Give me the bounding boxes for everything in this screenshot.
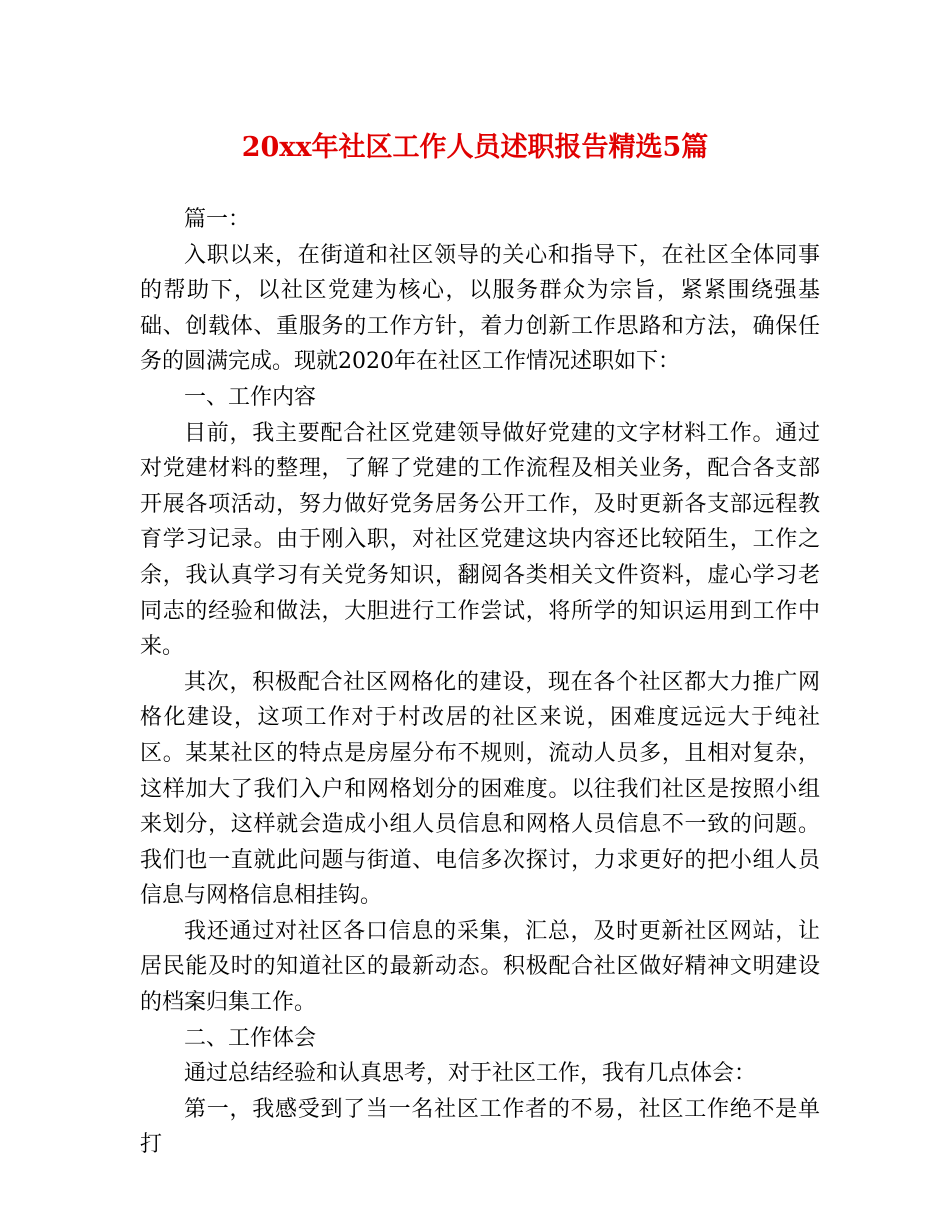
paragraph: 其次，积极配合社区网格化的建设，现在各个社区都大力推广网格化建设，这项工作对于村改居的社区来说，困难度远远大于纯社区。某某社区的特点是房屋分布不规则，流动人员多，且相对复杂，这样加大了我们入户和网格划分的困难度。以往我们社区是按照小组来划分，这样就会造成小组人员信息和网格人员信息不一致的问题。我们也一直就此问题与街道、电信多次探讨，力求更好的把小组人员信息与网格信息相挂钩。 [140, 669, 820, 909]
document-title: 20xx年社区工作人员述职报告精选5篇 [241, 132, 709, 163]
paragraph: 第一，我感受到了当一名社区工作者的不易，社区工作绝不是单打 [140, 1096, 820, 1158]
paragraph: 通过总结经验和认真思考，对于社区工作，我有几点体会： [184, 1061, 757, 1087]
paragraph: 入职以来，在街道和社区领导的关心和指导下，在社区全体同事的帮助下，以社区党建为核心，以服务群众为宗旨，紧紧围绕强基础、创载体、重服务的工作方针，着力创新工作思路和方法，确保任务的圆满完成。现就2020年在社区工作情况述职如下： [140, 242, 820, 375]
section-heading: 二、工作体会 [184, 1025, 317, 1051]
section-label: 篇一： [184, 207, 251, 232]
paragraph: 我还通过对社区各口信息的采集，汇总，及时更新社区网站，让居民能及时的知道社区的最新动态。积极配合社区做好精神文明建设的档案归集工作。 [140, 918, 820, 1016]
section-heading: 一、工作内容 [184, 384, 317, 410]
document-body [140, 202, 820, 1163]
paragraph: 目前，我主要配合社区党建领导做好党建的文字材料工作。通过对党建材料的整理，了解了党建的工作流程及相关业务，配合各支部开展各项活动，努力做好党务居务公开工作，及时更新各支部远程教育学习记录。由于刚入职，对社区党建这块内容还比较陌生，工作之余，我认真学习有关党务知识，翻阅各类相关文件资料，虚心学习老同志的经验和做法，大胆进行工作尝试，将所学的知识运用到工作中来。 [140, 420, 820, 660]
